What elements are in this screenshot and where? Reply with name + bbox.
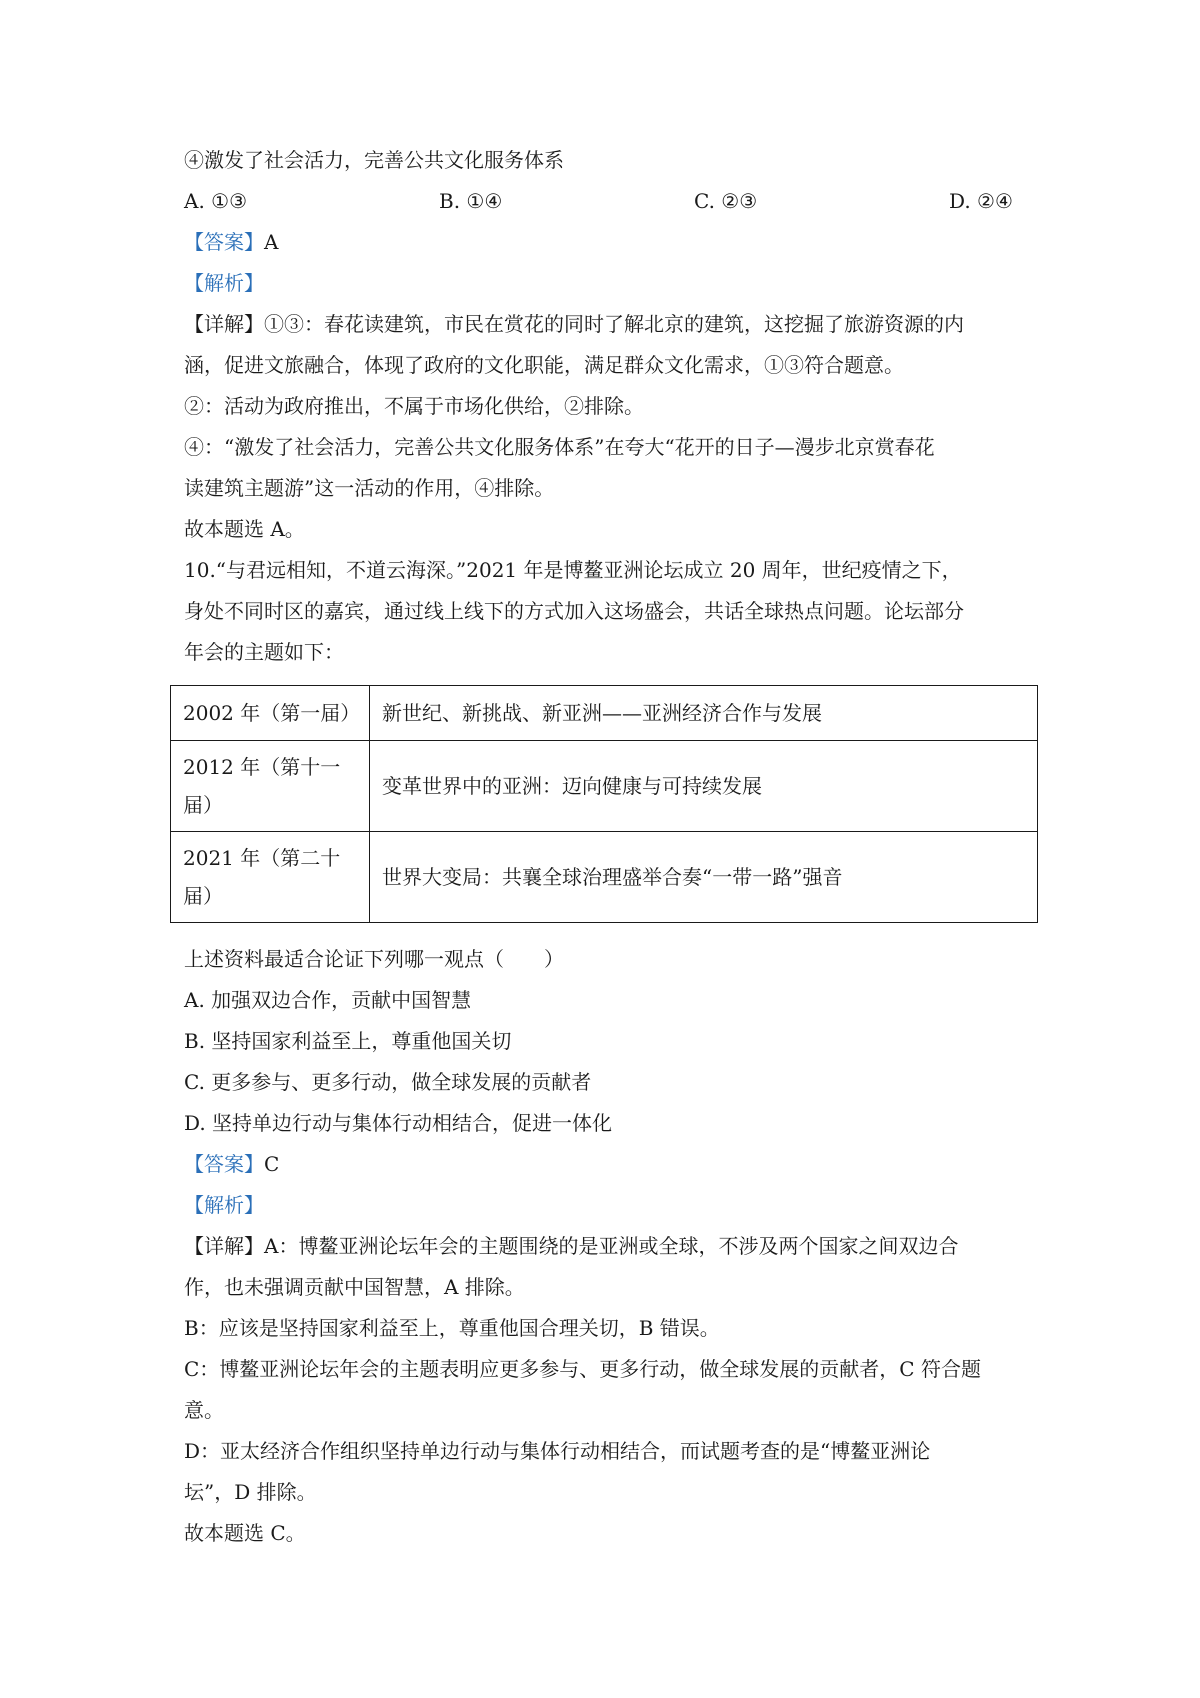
table-cell-theme: 新世纪、新挑战、新亚洲——亚洲经济合作与发展 [370,686,1038,741]
q10-detail-line: 【详解】A：博鳌亚洲论坛年会的主题围绕的是亚洲或全球，不涉及两个国家之间双边合 [184,1234,959,1258]
q10-conclusion: 故本题选 C。 [184,1521,306,1545]
table-cell-year [171,832,370,923]
q9-answer [184,222,1044,263]
q9-detail-line: ④：“激发了社会活力，完善公共文化服务体系”在夸大“花开的日子—漫步北京赏春花 [184,435,935,459]
year-text: 2012 年（第十一 [183,755,341,779]
year-text: 2002 年（第一届） [183,701,361,725]
q10-stem-line: 身处不同时区的嘉宾，通过线上线下的方式加入这场盛会，共话全球热点问题。论坛部分 [184,599,964,623]
q9-option-d: D. ②④ [949,189,1013,213]
q10-choice-b: B. 坚持国家利益至上，尊重他国关切 [184,1029,512,1053]
q9-detail-line: 读建筑主题游”这一活动的作用，④排除。 [184,476,555,500]
table-row [171,741,1038,832]
q10-detail-line: D：亚太经济合作组织坚持单边行动与集体行动相结合，而试题考查的是“博鳌亚洲论 [184,1439,931,1463]
answer-tag: 【答案】 [184,1152,264,1176]
document-page [183,140,1044,1545]
table-row [171,686,1038,741]
q9-detail-line: ②：活动为政府推出，不属于市场化供给，②排除。 [184,394,644,418]
q10-detail-line: B：应该是坚持国家利益至上，尊重他国合理关切，B 错误。 [184,1316,720,1340]
analysis-tag: 【解析】 [184,1193,264,1217]
q9-option-a: A. ①③ [184,189,248,213]
q9-item-4: ④激发了社会活力，完善公共文化服务体系 [184,148,564,172]
q10-choice-d: D. 坚持单边行动与集体行动相结合，促进一体化 [184,1111,613,1135]
q9-options [184,181,1044,222]
answer-value: C [264,1152,280,1176]
q10-after-table [184,939,1044,1554]
answer-value: A [264,230,279,254]
q9-option-b: B. ①④ [439,189,503,213]
q10-answer [184,1144,1044,1185]
q10-stem-line: 年会的主题如下： [184,640,344,664]
forum-theme-table [170,685,1038,923]
table-cell-theme: 世界大变局：共襄全球治理盛举合奏“一带一路”强音 [370,832,1038,923]
year-text: 届） [183,884,223,908]
q9-conclusion: 故本题选 A。 [184,517,305,541]
q10-analysis-heading [184,1185,1044,1226]
q10-detail-line: 作，也未强调贡献中国智慧，A 排除。 [184,1275,525,1299]
q10-detail-line: 坛”，D 排除。 [184,1480,317,1504]
q9-analysis-heading [184,263,1044,304]
q9-option-c: C. ②③ [694,189,758,213]
table-cell-theme: 变革世界中的亚洲：迈向健康与可持续发展 [370,741,1038,832]
analysis-tag: 【解析】 [184,271,264,295]
q9-detail-line: 涵，促进文旅融合，体现了政府的文化职能，满足群众文化需求，①③符合题意。 [184,353,904,377]
table-cell-year [171,686,370,741]
year-text: 2021 年（第二十 [183,846,341,870]
year-text: 届） [183,793,223,817]
q10-choice-a: A. 加强双边合作，贡献中国智慧 [184,988,472,1012]
q10-choice-c: C. 更多参与、更多行动，做全球发展的贡献者 [184,1070,592,1094]
q10-stem-line: 10.“与君远相知，不道云海深。”2021 年是博鳌亚洲论坛成立 20 周年，世纪疫情之下， [184,558,962,582]
q10-detail-line: 意。 [184,1398,224,1422]
q10-question: 上述资料最适合论证下列哪一观点（ ） [184,947,564,971]
q10-detail-line: C：博鳌亚洲论坛年会的主题表明应更多参与、更多行动，做全球发展的贡献者，C 符合题 [184,1357,981,1381]
table-row [171,832,1038,923]
table-cell-year [171,741,370,832]
answer-tag: 【答案】 [184,230,264,254]
q9-detail-line: 【详解】①③：春花读建筑，市民在赏花的同时了解北京的建筑，这挖掘了旅游资源的内 [184,312,964,336]
